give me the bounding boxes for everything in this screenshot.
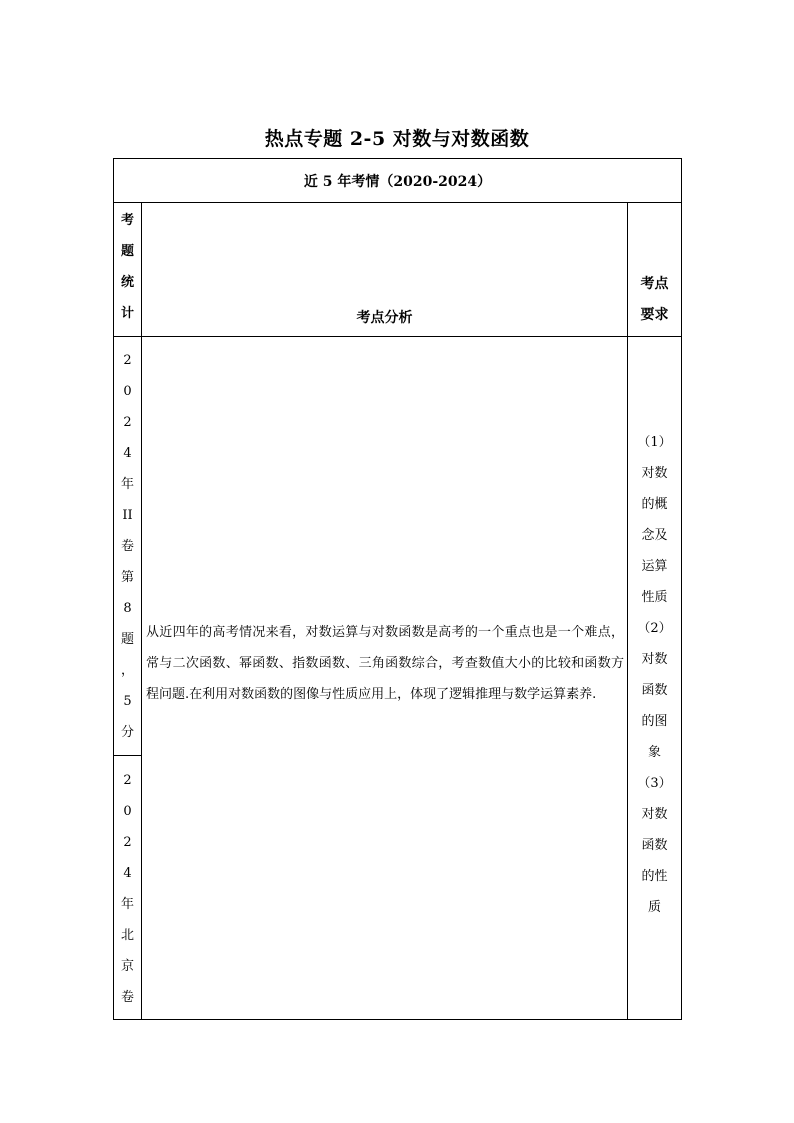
- stat-char: 0: [123, 384, 132, 399]
- page-title: 热点专题 2-5 对数与对数函数: [264, 128, 530, 150]
- stats-header-char: 统: [120, 275, 134, 290]
- stat-char: 4: [123, 446, 132, 461]
- requirements-text: [628, 427, 681, 923]
- table-row-stat-1: [114, 345, 141, 748]
- requirement-line: 对数: [641, 652, 668, 667]
- analysis-text: 从近四年的高考情况来看，对数运算与对数函数是高考的一个重点也是一个难点，常与二次函数、幂函数、指数函数、三角函数综合，考查数值大小的比较和函数方程问题.在利用对数函数的图像与性质应用上，体现了逻辑推理与数学运算素养.: [146, 625, 624, 702]
- stat-char: 0: [123, 804, 132, 819]
- column-header-divider: [114, 336, 681, 337]
- requirement-line: 对数: [641, 807, 668, 822]
- stats-header-char: 考: [120, 213, 134, 228]
- requirement-line: （2）: [637, 621, 672, 636]
- requirement-line: 的概: [641, 497, 668, 512]
- stat-char: 分: [120, 725, 134, 740]
- requirements-header-line: 考点: [640, 276, 669, 292]
- column-header-analysis: 考点分析: [356, 310, 413, 326]
- stat-char: 卷: [120, 990, 134, 1005]
- requirement-line: （1）: [637, 435, 672, 450]
- stat-char: 年: [120, 477, 134, 492]
- stat-char: II: [122, 508, 133, 523]
- column-header-stats: [114, 205, 141, 329]
- stat-char: 8: [123, 601, 132, 616]
- stat-char: 题: [120, 632, 134, 647]
- stat-char: 年: [120, 897, 134, 912]
- requirement-line: 质: [647, 900, 661, 915]
- requirement-line: 念及: [641, 528, 668, 543]
- stat-char: 2: [123, 773, 132, 788]
- requirement-line: 函数: [641, 683, 668, 698]
- requirement-line: 对数: [641, 466, 668, 481]
- stats-header-char: 题: [120, 244, 134, 259]
- requirement-line: 函数: [641, 838, 668, 853]
- exam-stats-table: [113, 158, 682, 1020]
- stat-char: 卷: [120, 539, 134, 554]
- requirements-header-line: 要求: [640, 307, 669, 323]
- row-divider: [114, 755, 141, 756]
- requirement-line: 的性: [641, 869, 668, 884]
- stats-header-char: 计: [120, 306, 134, 321]
- stat-char: 京: [120, 959, 134, 974]
- stat-char: 4: [123, 866, 132, 881]
- stat-char: 北: [120, 928, 134, 943]
- stat-char: 2: [123, 415, 132, 430]
- table-header: 近 5 年考情（2020-2024）: [303, 173, 492, 190]
- stat-char: 2: [123, 835, 132, 850]
- requirement-line: 象: [647, 745, 661, 760]
- table-row-stat-2: [114, 765, 141, 1013]
- requirement-line: 的图: [641, 714, 668, 729]
- requirement-line: 运算: [641, 559, 668, 574]
- stat-char: 2: [123, 353, 132, 368]
- requirement-line: 性质: [641, 590, 668, 605]
- stat-char: ，: [120, 663, 134, 678]
- requirement-line: （3）: [637, 776, 672, 791]
- stat-char: 5: [123, 694, 132, 709]
- column-header-requirements: [628, 203, 681, 336]
- stat-char: 第: [120, 570, 134, 585]
